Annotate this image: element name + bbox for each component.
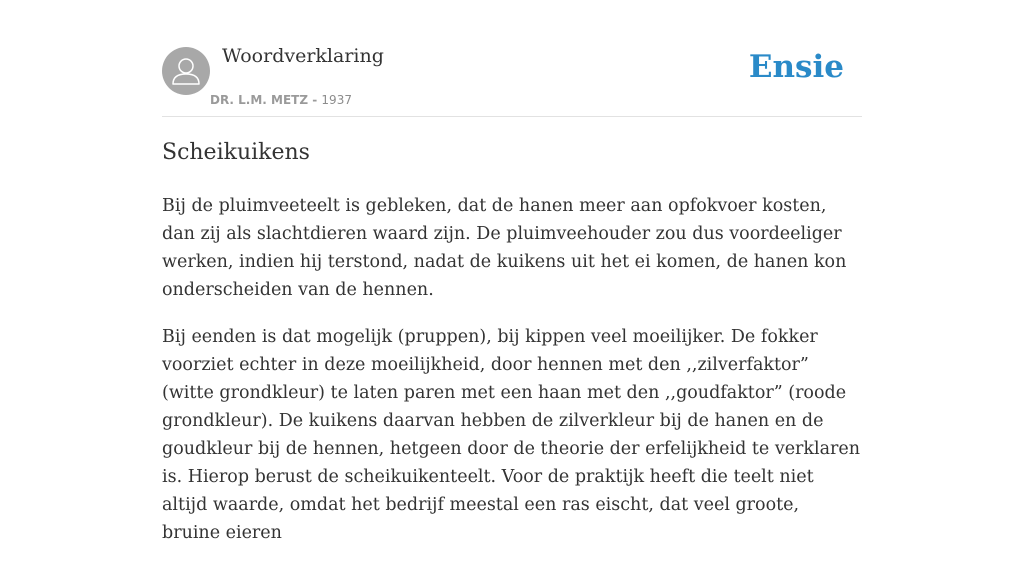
author-byline <box>210 93 352 107</box>
entry-title: Scheikuikens <box>162 140 310 165</box>
entry-paragraph-2: Bij eenden is dat mogelijk (pruppen), bij kippen veel moeilijker. De fokker voorziet echter in deze moeilijkheid, door hennen met den ,,zilverfaktor” (witte grondkleur) te laten paren met een haan met den ,,goudfaktor” (roode grondkleur). De kuikens daarvan hebben de zilverkleur bij de hanen en de goudkleur bij de hennen, hetgeen door de theorie der erfelijkheid te verklaren is. Hierop berust de scheikuikenteelt. Voor de praktijk heeft die teelt niet altijd waarde, omdat het bedrijf meestal een ras eischt, dat veel groote, bruine eieren <box>162 327 861 543</box>
author-avatar <box>162 47 210 95</box>
entry-page <box>162 0 862 543</box>
entry-body <box>162 192 862 566</box>
user-icon <box>162 47 210 95</box>
author-name: DR. L.M. METZ <box>210 93 309 107</box>
entry-header <box>162 0 862 117</box>
byline-separator: - <box>308 93 322 107</box>
ensie-logo[interactable]: Ensie <box>748 49 844 85</box>
publication-year: 1937 <box>321 93 352 107</box>
entry-paragraph-1: Bij de pluimveeteelt is gebleken, dat de hanen meer aan opfokvoer kosten, dan zij als slachtdieren waard zijn. De pluimveehouder zou dus voordeeliger werken, indien hij terstond, nadat de kuikens uit het ei komen, de hanen kon onderscheiden van de hennen. <box>162 196 847 300</box>
dictionary-title[interactable]: Woordverklaring <box>222 45 384 67</box>
